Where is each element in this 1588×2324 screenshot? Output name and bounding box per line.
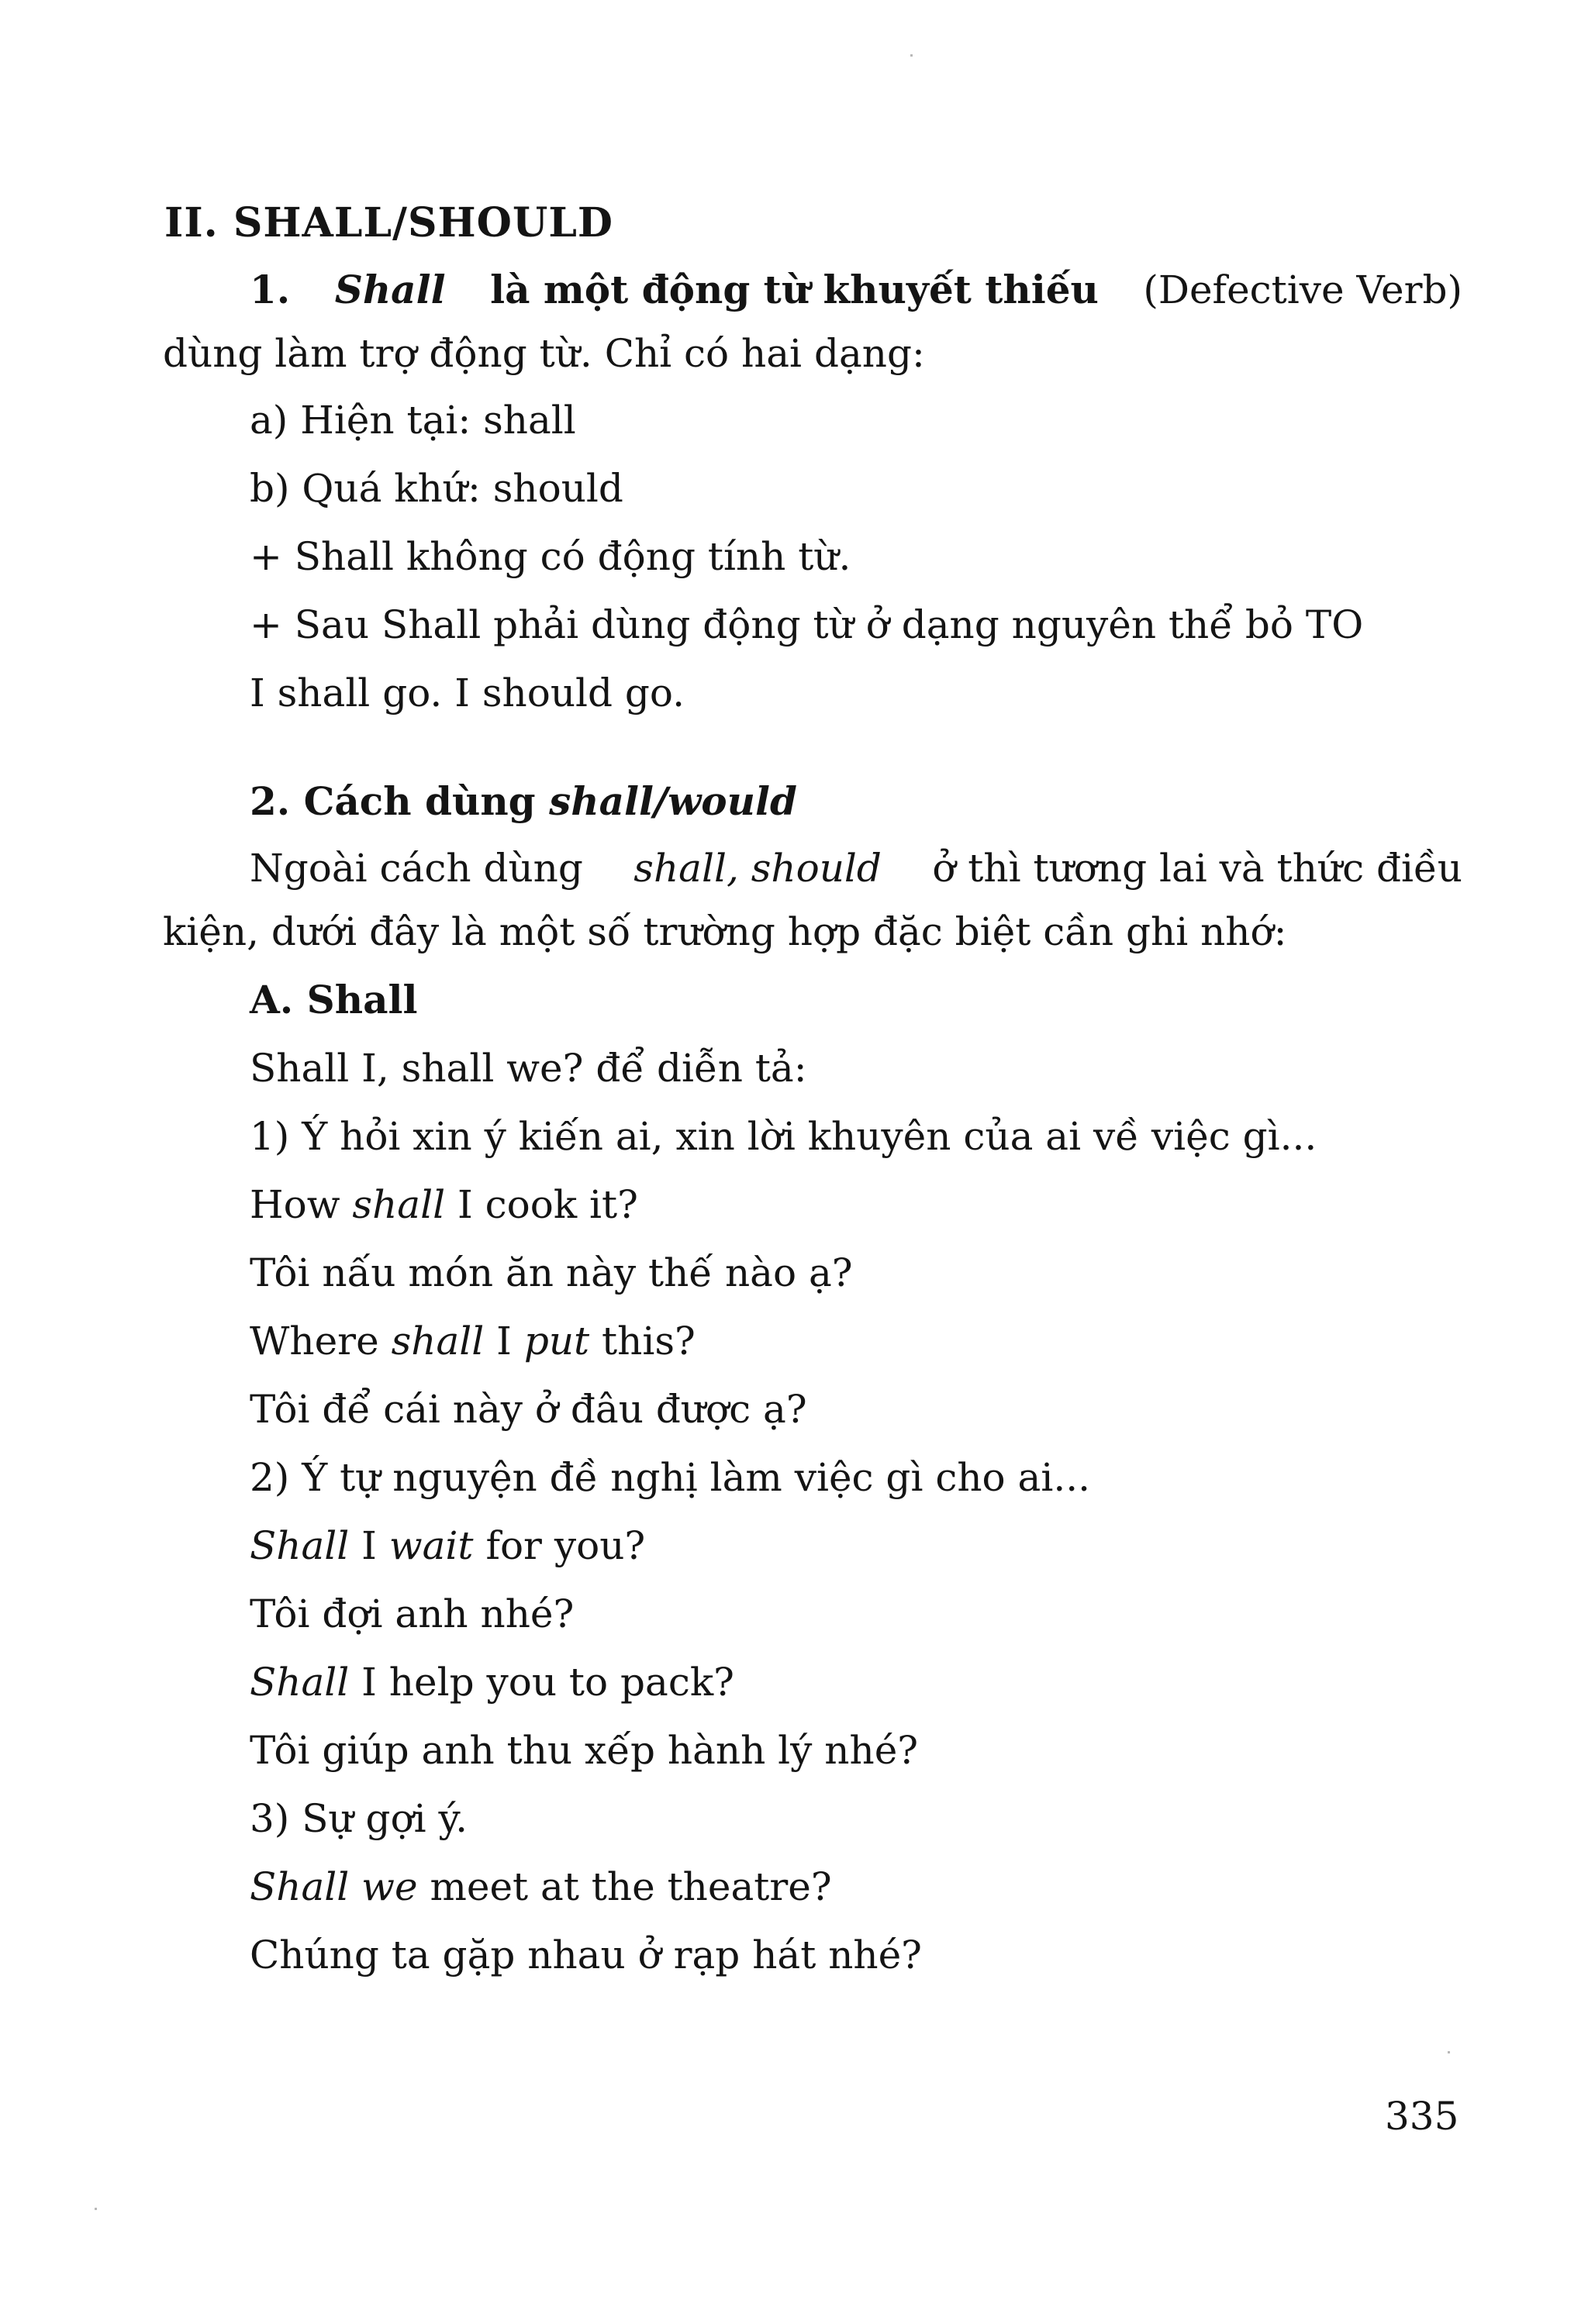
example-2-mid: I xyxy=(496,1319,512,1364)
case-3-suggestion: 3) Sự gợi ý. xyxy=(250,1796,468,1841)
section-title: II. SHALL/SHOULD xyxy=(164,199,613,247)
definition-number: 1. xyxy=(250,267,291,312)
page-number: 335 xyxy=(1385,2094,1459,2139)
example-3-mid: I xyxy=(361,1523,377,1568)
example-3-italic-1: Shall xyxy=(250,1523,350,1568)
usage-intro-post: ở thì tương lai và thức điều xyxy=(932,846,1462,891)
form-present: a) Hiện tại: shall xyxy=(250,398,576,443)
scan-mark-right xyxy=(1448,2051,1450,2053)
example-3 xyxy=(250,1522,645,1569)
usage-intro-line-1 xyxy=(250,845,1462,891)
usage-intro-pre: Ngoài cách dùng xyxy=(250,846,583,891)
section-a-lead: Shall I, shall we? để diễn tả: xyxy=(250,1046,807,1091)
example-1 xyxy=(250,1181,638,1228)
scan-mark-top xyxy=(910,54,913,57)
scan-mark-bottom xyxy=(95,2208,97,2210)
example-1-translation: Tôi nấu món ăn này thế nào ạ? xyxy=(250,1250,853,1295)
usage-intro-italic: shall, should xyxy=(633,846,882,891)
usage-intro-line-2: kiện, dưới đây là một số trường hợp đặc biệt cần ghi nhớ: xyxy=(163,909,1287,954)
example-2-italic-1: shall xyxy=(391,1319,485,1364)
usage-heading xyxy=(250,778,797,825)
usage-heading-prefix: 2. Cách dùng xyxy=(250,778,536,824)
example-shall-should: I shall go. I should go. xyxy=(250,671,685,715)
example-5-italic: Shall we xyxy=(250,1864,418,1909)
section-a-heading: A. Shall xyxy=(250,977,418,1022)
example-5-translation: Chúng ta gặp nhau ở rạp hát nhé? xyxy=(250,1933,922,1977)
case-1-advice: 1) Ý hỏi xin ý kiến ai, xin lời khuyên của ai về việc gì... xyxy=(250,1114,1317,1159)
example-3-translation: Tôi đợi anh nhé? xyxy=(250,1591,575,1636)
example-3-italic-2: wait xyxy=(388,1523,474,1568)
example-5-post: meet at the theatre? xyxy=(430,1864,832,1909)
example-2-post: this? xyxy=(602,1319,696,1364)
definition-line-1 xyxy=(250,267,1462,313)
example-2-italic-2: put xyxy=(523,1319,590,1364)
definition-bold-text: là một động từ khuyết thiếu xyxy=(490,267,1099,312)
case-2-offer: 2) Ý tự nguyện đề nghị làm việc gì cho ai... xyxy=(250,1455,1091,1500)
example-1-post: I cook it? xyxy=(457,1182,638,1227)
definition-paren: (Defective Verb) xyxy=(1143,267,1462,312)
example-2-pre: Where xyxy=(250,1319,379,1364)
example-5 xyxy=(250,1864,832,1910)
note-no-participle: + Shall không có động tính từ. xyxy=(250,534,851,579)
definition-line-2: dùng làm trợ động từ. Chỉ có hai dạng: xyxy=(163,331,925,376)
example-4-italic: Shall xyxy=(250,1660,350,1705)
note-bare-infinitive: + Sau Shall phải dùng động từ ở dạng nguyên thể bỏ TO xyxy=(250,602,1364,647)
example-3-post: for you? xyxy=(485,1523,646,1568)
example-4 xyxy=(250,1659,734,1705)
example-4-translation: Tôi giúp anh thu xếp hành lý nhé? xyxy=(250,1728,919,1773)
example-1-pre: How xyxy=(250,1182,340,1227)
form-past: b) Quá khứ: should xyxy=(250,466,623,511)
example-1-italic: shall xyxy=(352,1182,446,1227)
example-4-post: I help you to pack? xyxy=(361,1660,734,1705)
definition-subject: Shall xyxy=(334,267,446,312)
example-2 xyxy=(250,1318,696,1364)
usage-heading-italic: shall/would xyxy=(549,778,797,824)
example-2-translation: Tôi để cái này ở đâu được ạ? xyxy=(250,1387,807,1432)
